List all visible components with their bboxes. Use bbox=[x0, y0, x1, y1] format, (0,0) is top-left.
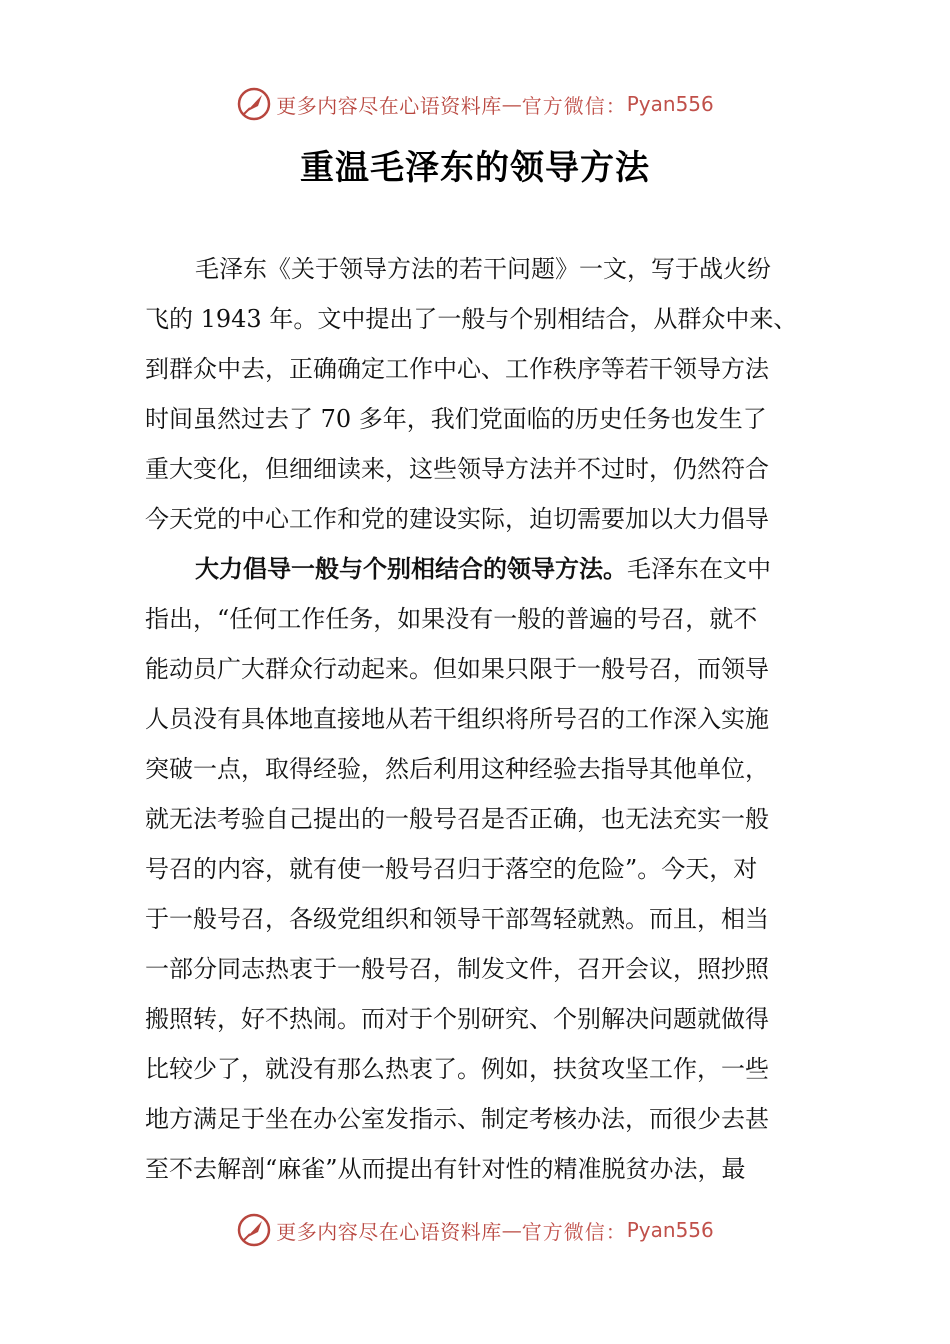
banner-wechat-label: 官方微信： bbox=[521, 93, 627, 118]
text-line: 毛泽东《关于领导方法的若干问题》一文，写于战火纷 bbox=[195, 255, 771, 283]
paragraph-lead-line bbox=[145, 544, 815, 594]
text-line: 重大变化，但细细读来，这些领导方法并不过时，仍然符合 bbox=[145, 455, 769, 483]
banner-slogan: 更多内容尽在心语资料库 bbox=[276, 1219, 502, 1244]
banner-wechat-id: Pyan556 bbox=[626, 92, 714, 116]
text-line: 地方满足于坐在办公室发指示、制定考核办法，而很少去甚 bbox=[145, 1105, 769, 1133]
text-line: 比较少了，就没有那么热衷了。例如，扶贫攻坚工作，一些 bbox=[145, 1055, 769, 1083]
quill-logo-icon bbox=[236, 1212, 272, 1248]
document-body bbox=[145, 244, 815, 1194]
quill-logo-icon bbox=[236, 86, 272, 122]
header-banner bbox=[0, 84, 950, 124]
section-heading: 大力倡导一般与个别相结合的领导方法。 bbox=[195, 555, 627, 583]
footer-banner bbox=[0, 1210, 950, 1250]
text-line: 到群众中去，正确确定工作中心、工作秩序等若干领导方法 bbox=[145, 355, 769, 383]
text-line: 能动员广大群众行动起来。但如果只限于一般号召，而领导 bbox=[145, 655, 769, 683]
text-line: 搬照转，好不热闹。而对于个别研究、个别解决问题就做得 bbox=[145, 1005, 769, 1033]
text-line: 指出，“任何工作任务，如果没有一般的普遍的号召，就不 bbox=[145, 605, 758, 633]
banner-separator: — bbox=[501, 1218, 522, 1242]
text-line: 至不去解剖“麻雀”从而提出有针对性的精准脱贫办法，最 bbox=[145, 1155, 746, 1183]
banner-slogan: 更多内容尽在心语资料库 bbox=[276, 93, 502, 118]
banner-separator: — bbox=[501, 92, 522, 116]
banner-wechat-id: Pyan556 bbox=[626, 1218, 714, 1242]
text-line: 突破一点，取得经验，然后利用这种经验去指导其他单位， bbox=[145, 755, 769, 783]
text-line: 今天党的中心工作和党的建设实际，迫切需要加以大力倡导 bbox=[145, 505, 769, 533]
text-line: 于一般号召，各级党组织和领导干部驾轻就熟。而且，相当 bbox=[145, 905, 769, 933]
text-run: 毛泽东在文中 bbox=[627, 555, 771, 583]
text-line: 时间虽然过去了 70 多年，我们党面临的历史任务也发生了 bbox=[145, 405, 767, 433]
text-line: 就无法考验自己提出的一般号召是否正确，也无法充实一般 bbox=[145, 805, 769, 833]
text-line: 人员没有具体地直接地从若干组织将所号召的工作深入实施 bbox=[145, 705, 769, 733]
text-line: 号召的内容，就有使一般号召归于落空的危险”。今天，对 bbox=[145, 855, 758, 883]
banner-wechat-label: 官方微信： bbox=[521, 1219, 627, 1244]
text-line: 一部分同志热衷于一般号召，制发文件，召开会议，照抄照 bbox=[145, 955, 769, 983]
text-line: 飞的 1943 年。文中提出了一般与个别相结合，从群众中来、 bbox=[145, 305, 798, 333]
document-title: 重温毛泽东的领导方法 bbox=[300, 148, 650, 188]
